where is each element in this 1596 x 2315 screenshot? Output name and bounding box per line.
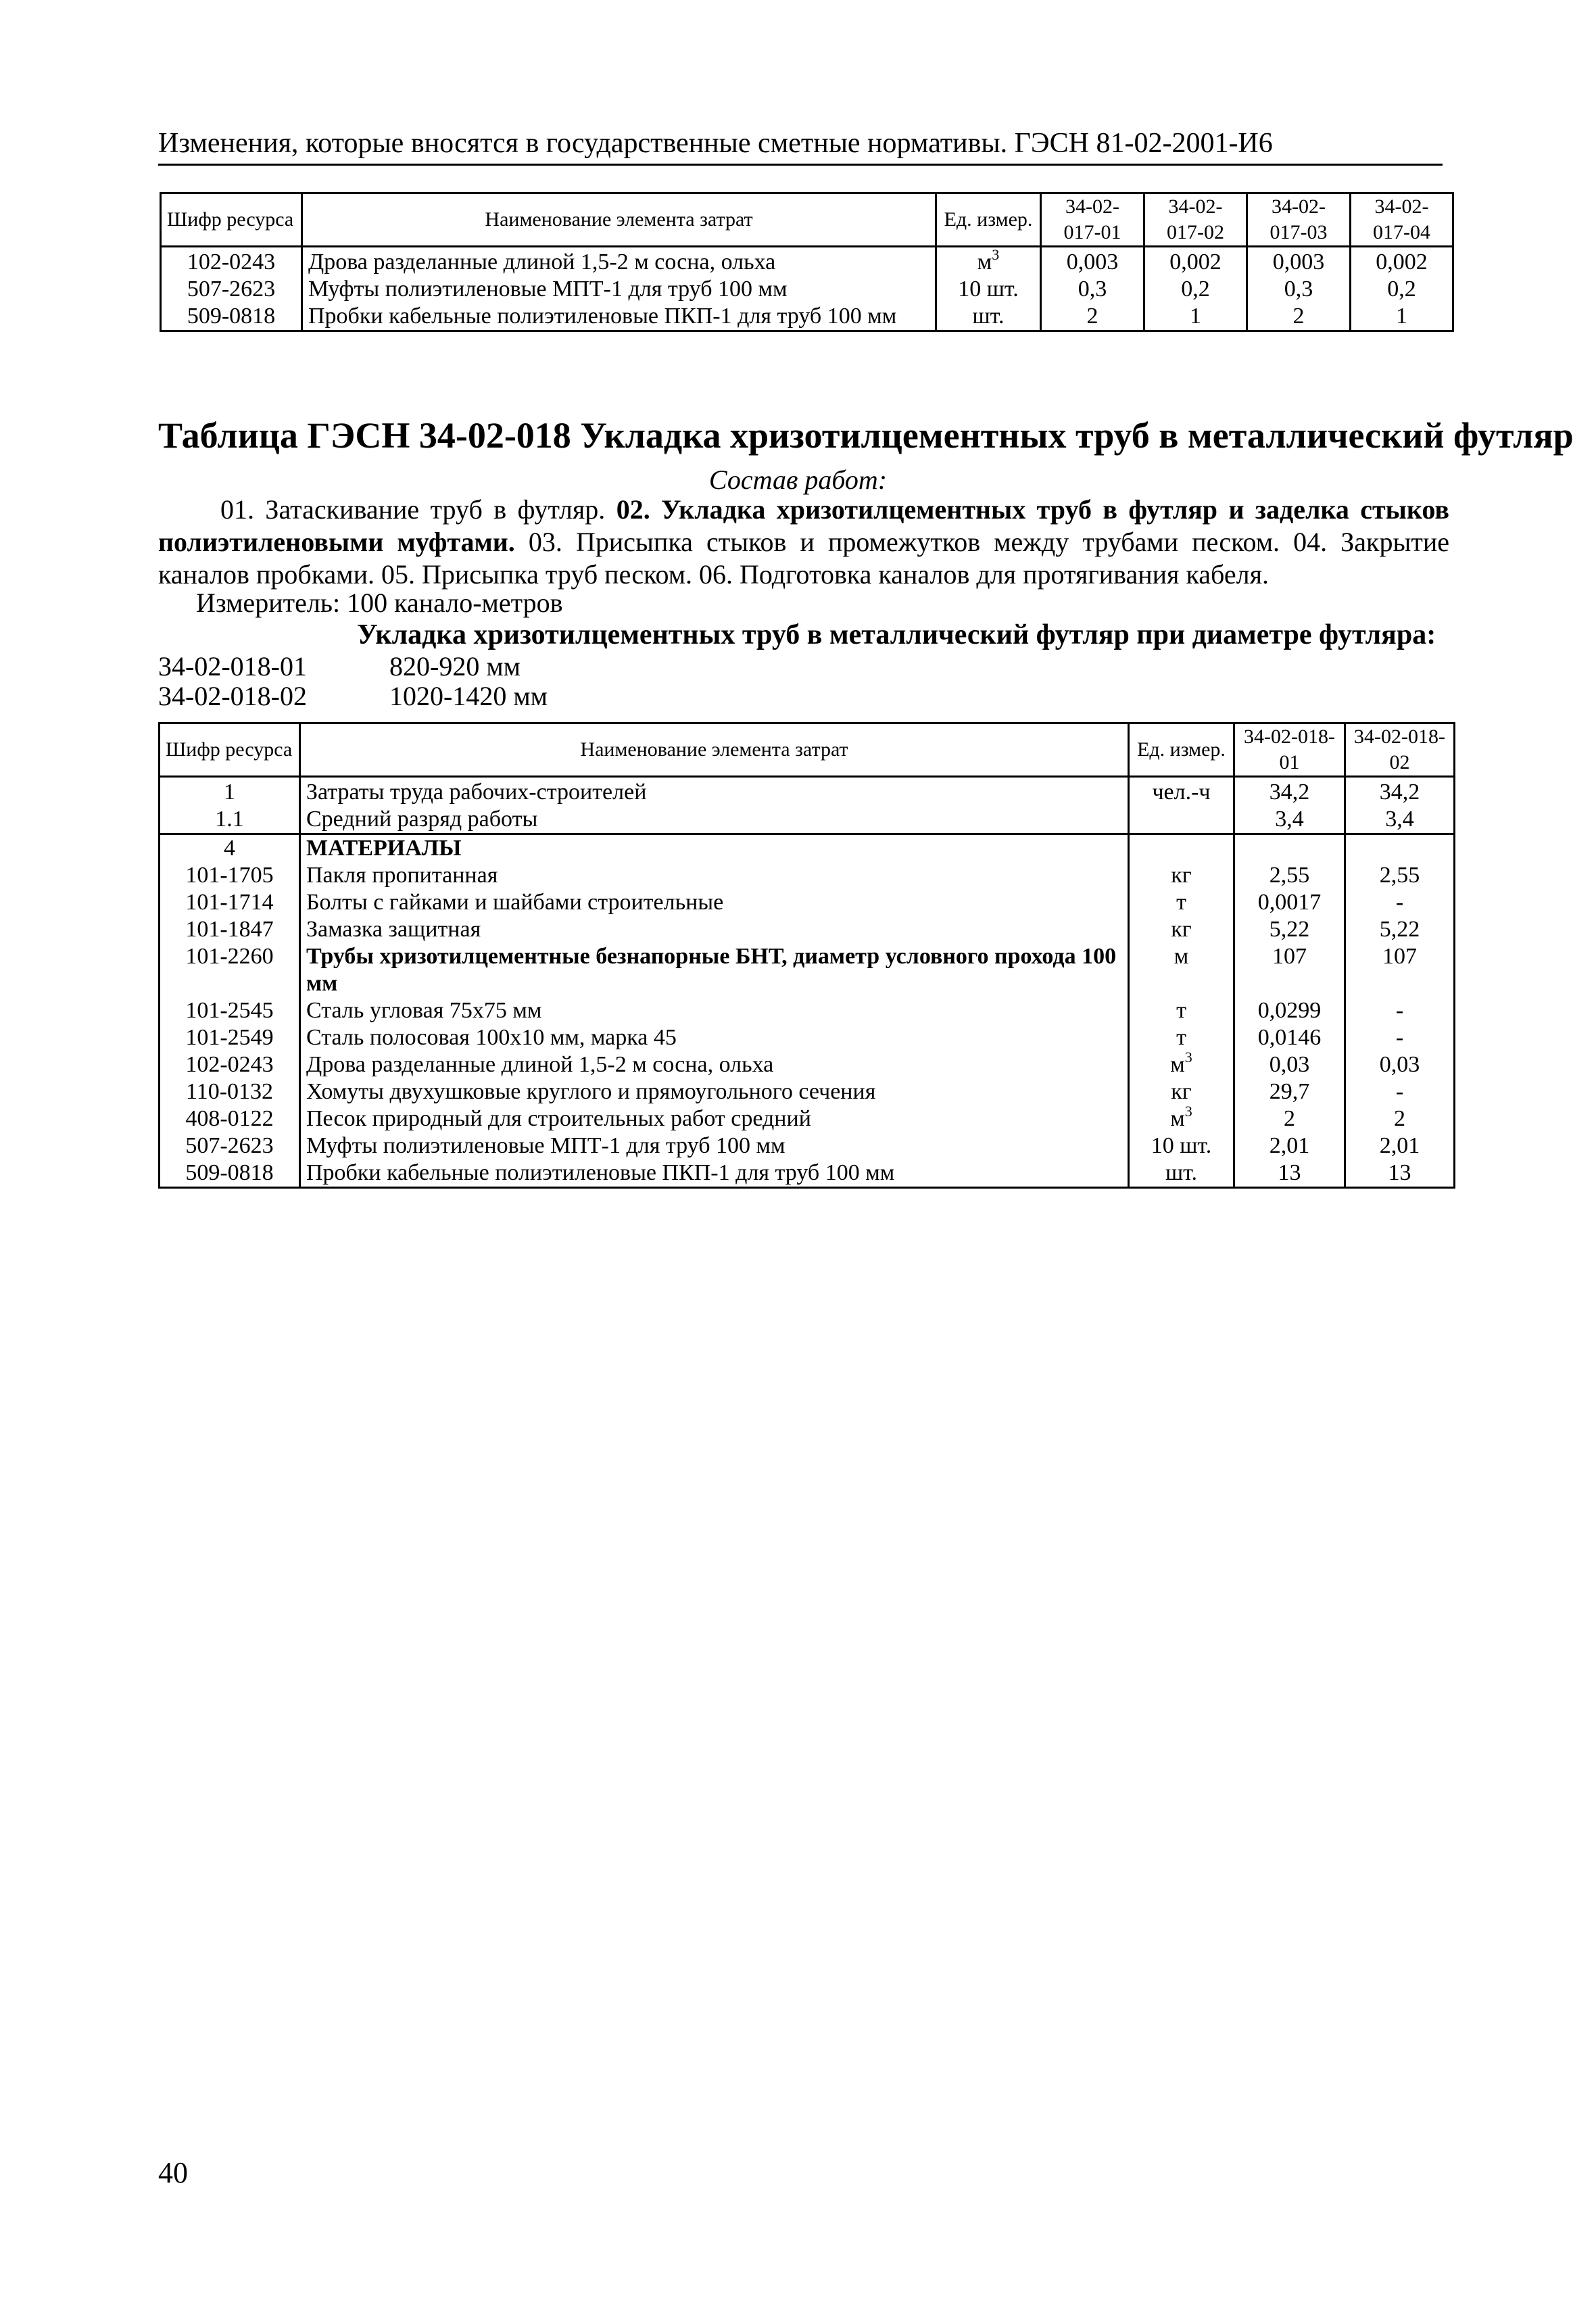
cell-value: 1 bbox=[1144, 303, 1247, 331]
table-subtitle: Укладка хризотилцементных труб в металлический футляр при диаметре футляра: bbox=[357, 619, 1436, 650]
cell-value: 2 bbox=[1234, 1105, 1345, 1132]
cell-value: 0,2 bbox=[1144, 276, 1247, 303]
cell-value: 34,2 bbox=[1345, 777, 1455, 807]
cell-name: Затраты труда рабочих-строителей bbox=[300, 777, 1129, 807]
table-row bbox=[160, 916, 1455, 943]
cell-value: - bbox=[1345, 1078, 1455, 1105]
cell-unit bbox=[1129, 806, 1234, 834]
cell-value: 3,4 bbox=[1234, 806, 1345, 834]
cell-value: 34,2 bbox=[1234, 777, 1345, 807]
cell-value: - bbox=[1345, 889, 1455, 916]
table-row bbox=[160, 1132, 1455, 1160]
cell-code: 101-1714 bbox=[160, 889, 300, 916]
cell-value: 107 bbox=[1345, 943, 1455, 997]
running-header: Изменения, которые вносятся в государственные сметные нормативы. ГЭСН 81-02-2001-И6 bbox=[158, 126, 1443, 166]
cell-unit: $м^3$ bbox=[936, 247, 1041, 277]
header-unit: Ед. измер. bbox=[936, 193, 1041, 247]
cell-code: 110-0132 bbox=[160, 1078, 300, 1105]
cell-value: 2,01 bbox=[1345, 1132, 1455, 1160]
table-row bbox=[160, 1024, 1455, 1051]
table-row bbox=[160, 1160, 1455, 1188]
cell-value: 2,01 bbox=[1234, 1132, 1345, 1160]
variant-row bbox=[158, 650, 699, 683]
work-part-bold: 02. Укладка хризотилцементных труб в футляр и заделка стыков полиэтиленовыми муфтами. bbox=[158, 494, 1450, 557]
cell-name: Пробки кабельные полиэтиленовые ПКП-1 для труб 100 мм bbox=[302, 303, 936, 331]
table-row bbox=[160, 806, 1455, 834]
cell-value: 0,003 bbox=[1041, 247, 1144, 277]
cell-value: 13 bbox=[1234, 1160, 1345, 1188]
cell-value: 0,3 bbox=[1041, 276, 1144, 303]
cell-value: 0,0299 bbox=[1234, 997, 1345, 1024]
header-unit: Ед. измер. bbox=[1129, 723, 1234, 777]
header-name: Наименование элемента затрат bbox=[300, 723, 1129, 777]
cell-name: Замазка защитная bbox=[300, 916, 1129, 943]
composition-heading: Состав работ: bbox=[708, 464, 888, 495]
cell-value: 0,0017 bbox=[1234, 889, 1345, 916]
table-row bbox=[161, 276, 1453, 303]
table-row bbox=[160, 1078, 1455, 1105]
table-row bbox=[160, 889, 1455, 916]
cell-name: Трубы хризотилцементные безнапорные БНТ, диаметр условного прохода 100 мм bbox=[300, 943, 1129, 997]
cell-name: Пробки кабельные полиэтиленовые ПКП-1 для труб 100 мм bbox=[300, 1160, 1129, 1188]
header-col: 34-02-017-04 bbox=[1351, 193, 1453, 247]
measure-line bbox=[196, 587, 562, 619]
cell-name: Болты с гайками и шайбами строительные bbox=[300, 889, 1129, 916]
measure-value: 100 канало-метров bbox=[347, 588, 563, 618]
cell-value: 13 bbox=[1345, 1160, 1455, 1188]
cell-value: 0,002 bbox=[1144, 247, 1247, 277]
cell-value: 2 bbox=[1345, 1105, 1455, 1132]
cell-unit: кг bbox=[1129, 862, 1234, 889]
cell-value: 3,4 bbox=[1345, 806, 1455, 834]
cell-value: 5,22 bbox=[1345, 916, 1455, 943]
work-part: 01. Затаскивание труб в футляр. bbox=[220, 494, 616, 525]
resource-table-017 bbox=[160, 192, 1454, 332]
cell-name: Сталь полосовая 100х10 мм, марка 45 bbox=[300, 1024, 1129, 1051]
table-row bbox=[160, 1051, 1455, 1078]
cell-code: 101-2260 bbox=[160, 943, 300, 997]
cell-code: 509-0818 bbox=[160, 1160, 300, 1188]
header-col: 34-02-018-01 bbox=[1234, 723, 1345, 777]
cell-unit bbox=[1129, 834, 1234, 863]
cell-name: Хомуты двухушковые круглого и прямоугольного сечения bbox=[300, 1078, 1129, 1105]
measure-label: Измеритель: bbox=[196, 588, 341, 618]
cell-value: 0,03 bbox=[1234, 1051, 1345, 1078]
cell-name: МАТЕРИАЛЫ bbox=[300, 834, 1129, 863]
variant-desc: 1020-1420 мм bbox=[389, 681, 548, 711]
cell-value: 2 bbox=[1041, 303, 1144, 331]
cell-value: 2,55 bbox=[1234, 862, 1345, 889]
cell-unit: чел.-ч bbox=[1129, 777, 1234, 807]
cell-value: 29,7 bbox=[1234, 1078, 1345, 1105]
table-row bbox=[160, 997, 1455, 1024]
table-row bbox=[161, 247, 1453, 277]
cell-value: 2,55 bbox=[1345, 862, 1455, 889]
cell-code: 101-2549 bbox=[160, 1024, 300, 1051]
cell-unit: шт. bbox=[936, 303, 1041, 331]
cell-value: 0,03 bbox=[1345, 1051, 1455, 1078]
header-col: 34-02-017-03 bbox=[1247, 193, 1351, 247]
cell-value: 2 bbox=[1247, 303, 1351, 331]
cell-value bbox=[1345, 834, 1455, 863]
header-code: Шифр ресурса bbox=[161, 193, 302, 247]
cell-value: 0,003 bbox=[1247, 247, 1351, 277]
cell-code: 102-0243 bbox=[160, 1051, 300, 1078]
table-row bbox=[160, 834, 1455, 863]
cell-value: - bbox=[1345, 997, 1455, 1024]
resource-table-018 bbox=[158, 722, 1455, 1189]
cell-unit: кг bbox=[1129, 1078, 1234, 1105]
cell-code: 1.1 bbox=[160, 806, 300, 834]
cell-code: 1 bbox=[160, 777, 300, 807]
cell-code: 102-0243 bbox=[161, 247, 302, 277]
page-number: 40 bbox=[158, 2156, 188, 2189]
header-code: Шифр ресурса bbox=[160, 723, 300, 777]
cell-name: Пакля пропитанная bbox=[300, 862, 1129, 889]
cell-value: 1 bbox=[1351, 303, 1453, 331]
cell-unit: 10 шт. bbox=[1129, 1132, 1234, 1160]
cell-value bbox=[1234, 834, 1345, 863]
table-row bbox=[160, 1105, 1455, 1132]
cell-name: Песок природный для строительных работ средний bbox=[300, 1105, 1129, 1132]
cell-unit: $м^3$ bbox=[1129, 1051, 1234, 1078]
cell-name: Сталь угловая 75х75 мм bbox=[300, 997, 1129, 1024]
cell-code: 509-0818 bbox=[161, 303, 302, 331]
cell-name: Муфты полиэтиленовые МПТ-1 для труб 100 мм bbox=[302, 276, 936, 303]
header-col: 34-02-017-01 bbox=[1041, 193, 1144, 247]
variant-code: 34-02-018-02 bbox=[158, 681, 307, 711]
variant-desc: 820-920 мм bbox=[389, 651, 521, 682]
cell-value: 0,0146 bbox=[1234, 1024, 1345, 1051]
cell-unit: кг bbox=[1129, 916, 1234, 943]
cell-name: Муфты полиэтиленовые МПТ-1 для труб 100 мм bbox=[300, 1132, 1129, 1160]
cell-value: - bbox=[1345, 1024, 1455, 1051]
cell-unit: т bbox=[1129, 997, 1234, 1024]
header-name: Наименование элемента затрат bbox=[302, 193, 936, 247]
cell-value: 0,2 bbox=[1351, 276, 1453, 303]
cell-unit: м bbox=[1129, 943, 1234, 997]
cell-value: 0,002 bbox=[1351, 247, 1453, 277]
cell-value: 5,22 bbox=[1234, 916, 1345, 943]
cell-unit: $м^3$ bbox=[1129, 1105, 1234, 1132]
cell-code: 101-1847 bbox=[160, 916, 300, 943]
section-title: Таблица ГЭСН 34-02-018 Укладка хризотилцементных труб в металлический футляр bbox=[158, 415, 1574, 456]
cell-code: 4 bbox=[160, 834, 300, 863]
table-header-row bbox=[160, 723, 1455, 777]
variant-code: 34-02-018-01 bbox=[158, 651, 307, 682]
cell-unit: шт. bbox=[1129, 1160, 1234, 1188]
table-row bbox=[160, 943, 1455, 997]
table-header-row bbox=[161, 193, 1453, 247]
cell-unit: т bbox=[1129, 889, 1234, 916]
cell-name: Дрова разделанные длиной 1,5-2 м сосна, ольха bbox=[300, 1051, 1129, 1078]
cell-code: 101-2545 bbox=[160, 997, 300, 1024]
variant-row bbox=[158, 680, 699, 713]
table-row bbox=[160, 862, 1455, 889]
cell-code: 101-1705 bbox=[160, 862, 300, 889]
cell-code: 408-0122 bbox=[160, 1105, 300, 1132]
cell-name: Средний разряд работы bbox=[300, 806, 1129, 834]
table-row bbox=[161, 303, 1453, 331]
cell-code: 507-2623 bbox=[161, 276, 302, 303]
cell-name: Дрова разделанные длиной 1,5-2 м сосна, ольха bbox=[302, 247, 936, 277]
header-col: 34-02-017-02 bbox=[1144, 193, 1247, 247]
cell-value: 0,3 bbox=[1247, 276, 1351, 303]
cell-unit: 10 шт. bbox=[936, 276, 1041, 303]
cell-code: 507-2623 bbox=[160, 1132, 300, 1160]
table-row bbox=[160, 777, 1455, 807]
work-part: 03. Присыпка стыков и промежутков между трубами песком. 04. Закрытие каналов пробками. 05. Присыпка труб песком. 06. Подготовка каналов для протягивания кабеля. bbox=[158, 527, 1449, 590]
cell-unit: т bbox=[1129, 1024, 1234, 1051]
work-composition bbox=[158, 494, 1449, 591]
header-col: 34-02-018-02 bbox=[1345, 723, 1455, 777]
cell-value: 107 bbox=[1234, 943, 1345, 997]
